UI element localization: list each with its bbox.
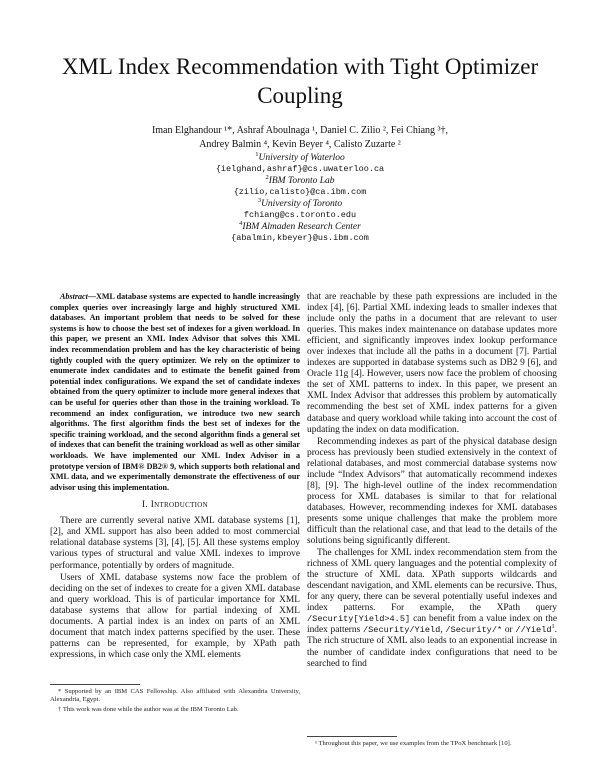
- author-list: [110, 124, 490, 152]
- authors-line-2: Andrey Balmin ⁴, Kevin Beyer ⁴, Calisto Zuzarte ²: [199, 139, 401, 150]
- paper-title: XML Index Recommendation with Tight Optimizer Coupling: [61, 54, 539, 108]
- index-pattern-code: //Yield: [515, 625, 552, 636]
- affiliation-name: IBM Toronto Lab: [268, 176, 335, 186]
- affiliations: [150, 150, 450, 245]
- abstract-text: —XML database systems are expected to handle increasingly complex queries over increasingly large and highly structured XML databases. An important problem that needs to be solved for these systems is how to choose the best set of indexes for a given workload. In this paper, we present an XML Index Advisor that solves this XML index recommendation problem and has the key characteristic of being tightly coupled with the query optimizer. We rely on the optimizer to enumerate index candidates and to estimate the benefit gained from potential index configurations. We expand the set of candidate indexes obtained from the query optimizer to include more general indexes that can be useful for queries other than those in the training workload. To recommend an index configuration, we introduce two new search algorithms. The first algorithm finds the best set of indexes for the specific training workload, and the second algorithm finds a general set of indexes that can benefit the training workload as well as other similar workloads. We have implemented our XML Index Advisor in a prototype version of IBM® DB2® 9, which supports both relational and XML data, and we experimentally demonstrate the effectiveness of our advisor using this implementation.: [50, 292, 300, 492]
- affiliation-2: $^2$IBM Toronto Lab {zilio,calisto}@ca.ibm.com: [150, 176, 450, 198]
- footnotes-right: [307, 736, 557, 749]
- intro-paragraph-2: Users of XML database systems now face the problem of deciding on the set of indexes to create for a given XML database and query workload. This is of particular importance for XML database systems that allow for partial indexing of XML documents. A partial index is an index on parts of an XML document that match index patterns specified by the user. These patterns can be represented, for example, by XPath path expressions, in which case only the XML elements: [50, 572, 300, 660]
- affiliation-1: $^1$University of Waterloo {ielghand,ashraf}@cs.uwaterloo.ca: [150, 153, 450, 175]
- xpath-query-code: /Security[Yield>4.5]: [307, 614, 411, 625]
- affiliation-email: {ielghand,ashraf}@cs.uwaterloo.ca: [215, 164, 385, 174]
- affiliation-email: fchiang@cs.toronto.edu: [243, 210, 357, 220]
- body-paragraph-related-work: Recommending indexes as part of the physical database design process has previously been studied extensively in the context of relational databases, and most commercial database systems now include “Index Advisors” that automatically recommend indexes [8], [9]. The high-level outline of the index recommendation process for XML databases is similar to that for relational databases. However, recommending indexes for XML databases presents some unique challenges that make the problem more difficult than the relational case, and that lead to the details of the solutions being significantly different.: [307, 436, 557, 547]
- footnote-rule: [50, 684, 140, 685]
- left-column: [50, 292, 300, 662]
- index-pattern-code: /Security/Yield: [362, 625, 441, 636]
- footnote: ¹ Throughout this paper, we use examples from the TPoX benchmark [10].: [315, 740, 512, 747]
- section-heading-introduction: I. Introduction: [142, 500, 208, 511]
- footnote-rule: [307, 736, 397, 737]
- body-paragraph-continued: that are reachable by these path expressions are included in the index [4], [6]. Partial XML indexing leads to smaller indexes that include only the paths in a document that are relevant to user queries. This makes index maintenance on database updates more efficient, and significantly improves index lookup performance over indexes that include all the paths in a document [7]. Partial indexes are supported in database systems such as DB2 9 [6], and Oracle 11g [4]. However, users now face the problem of choosing the set of XML patterns to index. In this paper, we present an XML Index Advisor that addresses this problem by automatically recommending the best set of XML index patterns for a given database and query workload while taking into account the cost of updating the index on data modification.: [307, 292, 557, 435]
- body-paragraph-challenges: The challenges for XML index recommendation stem from the richness of XML query languages and the potential complexity of the structure of XML data. XPath supports wildcards and descendant navigation, and XML elements can be recursive. Thus, for any query, there can be several potentially useful indexes and index patterns. For example, the XPath query /Security[Yield>4.5] can benefit from a value index on the index patterns /Security/Yield, /Security/* or //Yield$^1$. The rich structure of XML also leads to an exponential increase in the number of candidate index configurations that need to be searched to find: [307, 548, 558, 669]
- footnote: † This work was done while the author was at the IBM Toronto Lab.: [58, 705, 239, 713]
- authors-line-1: Iman Elghandour ¹*, Ashraf Aboulnaga ¹, Daniel C. Zilio ², Fei Chiang ³†,: [151, 125, 449, 136]
- intro-paragraph-1: There are currently several native XML database systems [1], [2], and XML support has also been added to most commercial relational database systems [3], [4], [5]. All these systems employ various types of structural and value XML indexes to improve performance, potentially by orders of magnitude.: [50, 516, 300, 571]
- affiliation-name: University of Waterloo: [258, 153, 345, 163]
- right-column: [307, 292, 557, 671]
- index-pattern-code: /Security/*: [445, 625, 503, 636]
- affiliation-name: IBM Almaden Research Center: [242, 222, 361, 232]
- abstract-label: Abstract: [60, 292, 88, 301]
- footnote-mark: 1: [551, 623, 555, 631]
- affiliation-email: {abalmin,kbeyer}@us.ibm.com: [231, 233, 369, 243]
- footnote: * Supported by an IBM CAS Fellowship. Also affiliated with Alexandria University, Alexandria, Egypt.: [50, 688, 300, 704]
- affiliation-3: $^3$University of Toronto fchiang@cs.toronto.edu: [150, 199, 450, 221]
- affiliation-name: University of Toronto: [261, 199, 343, 209]
- abstract: [50, 292, 300, 493]
- affiliation-4: $^4$IBM Almaden Research Center {abalmin,kbeyer}@us.ibm.com: [150, 222, 450, 244]
- affiliation-email: {zilio,calisto}@ca.ibm.com: [233, 187, 367, 197]
- footnotes-left: [50, 684, 300, 715]
